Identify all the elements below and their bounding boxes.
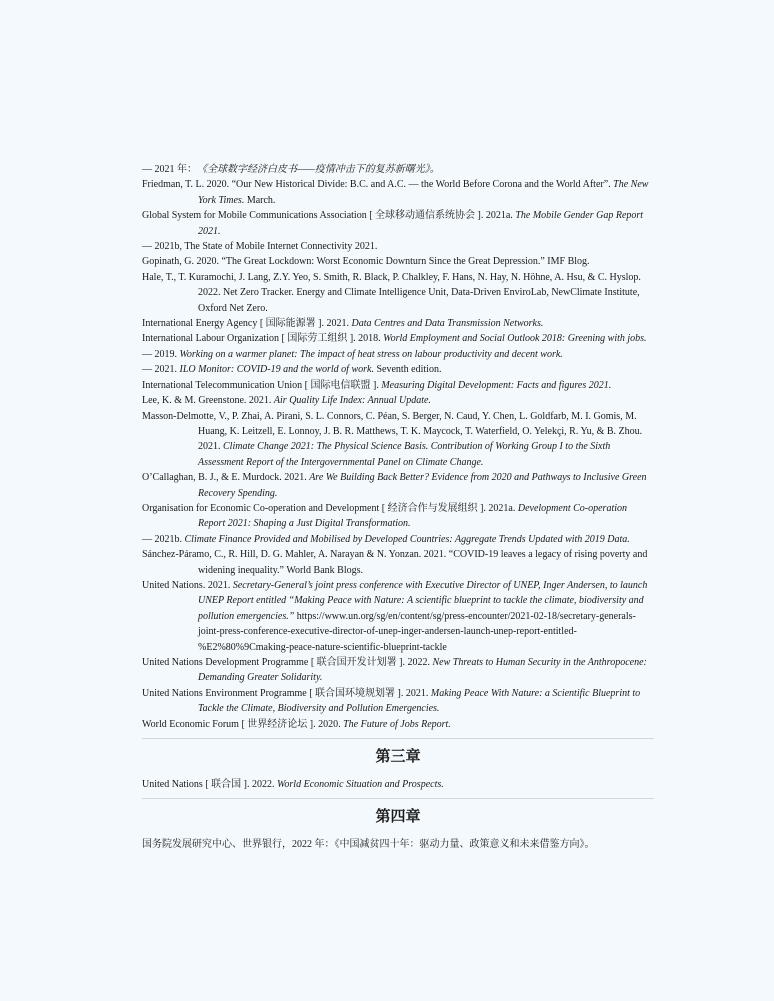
reference-entry bbox=[142, 717, 654, 732]
chapter-heading: 第四章 bbox=[375, 807, 421, 826]
reference-suffix: Seventh edition. bbox=[373, 364, 442, 376]
section-divider bbox=[142, 798, 654, 799]
reference-entry bbox=[142, 316, 654, 331]
reference-title: The New York Times. bbox=[198, 179, 649, 206]
reference-title: New Threats to Human Security in the Anthropocene: Demanding Greater Solidarity. bbox=[198, 657, 647, 684]
reference-title: Measuring Digital Development: Facts and figures 2021. bbox=[381, 379, 612, 391]
reference-title: Development Co-operation Report 2021: Shaping a Just Digital Transformation. bbox=[198, 502, 627, 530]
reference-title: ILO Monitor: COVID-19 and the world of work. bbox=[179, 364, 374, 376]
reference-title: Data Centres and Data Transmission Networks. bbox=[351, 318, 544, 330]
reference-entry bbox=[142, 501, 654, 532]
reference-title: World Economic Situation and Prospects. bbox=[277, 779, 444, 791]
reference-title: Climate Finance Provided and Mobilised by Developed Countries: Aggregate Trends Updated with 2019 Data. bbox=[184, 533, 630, 545]
reference-entry bbox=[142, 578, 654, 655]
reference-entry bbox=[142, 547, 654, 578]
reference-title: The Future of Jobs Report. bbox=[343, 718, 451, 730]
reference-entry bbox=[142, 347, 654, 362]
reference-authors: — 2021. bbox=[142, 364, 180, 376]
reference-entry bbox=[142, 331, 654, 346]
reference-authors: United Nations Environment Programme [ 联合国环境规划署 ]. 2021. bbox=[142, 687, 431, 699]
reference-authors: Masson-Delmotte, V., P. Zhai, A. Pirani, S. L. Connors, C. Péan, S. Berger, N. Caud, Y. Chen, L. Goldfarb, M. I. Gomis, M. Huang, K. Leitzell, E. Lonnoy, J. B. R. Matthews, T. K. Maycock, T. Waterfield, O. Yelekçi, R. Yu, & B. Zhou. 2021. bbox=[142, 410, 643, 453]
reference-authors: — 2021b. bbox=[142, 533, 185, 545]
reference-entry bbox=[142, 362, 654, 377]
reference-suffix: https://www.un.org/sg/en/content/sg/press-encounter/2021-02-18/secretary-generals-joint-press-conference-executive-director-of-unep-inger-andersen-launch-unep-report-entitled-%E2%80%9Cmaking-peace-nature-scientific-blueprint-tackle bbox=[198, 610, 636, 653]
reference-authors: International Labour Organization [ 国际劳工组织 ]. 2018. bbox=[142, 333, 384, 345]
reference-entry bbox=[142, 686, 654, 717]
reference-suffix: March. bbox=[244, 194, 276, 206]
reference-entry bbox=[142, 777, 654, 792]
reference-title: Are We Building Back Better? Evidence from 2020 and Pathways to Inclusive Green Recovery Spending. bbox=[198, 472, 647, 499]
reference-entry bbox=[142, 208, 654, 239]
reference-title: The Mobile Gender Gap Report 2021. bbox=[198, 210, 644, 237]
reference-authors: Lee, K. & M. Greenstone. 2021. bbox=[142, 395, 274, 407]
reference-authors: — 2021b, The State of Mobile Internet Connectivity 2021. bbox=[142, 241, 378, 253]
reference-entry bbox=[142, 393, 654, 408]
reference-entry bbox=[142, 470, 654, 501]
reference-authors: — 2019. bbox=[142, 348, 180, 360]
reference-title: Air Quality Life Index: Annual Update. bbox=[273, 395, 431, 407]
reference-entry bbox=[142, 837, 654, 852]
reference-authors: International Energy Agency [ 国际能源署 ]. 2021. bbox=[142, 318, 352, 330]
reference-title: Secretary-General’s joint press conference with Executive Director of UNEP, Inger Andersen, to launch UNEP Report entitled “Making Peace with Nature: A scientific blueprint to tackle the climate, biodiversity and pollution emergencies.” bbox=[198, 579, 648, 622]
reference-title: Working on a warmer planet: The impact of heat stress on labour productivity and decent work. bbox=[179, 348, 563, 360]
reference-authors: World Economic Forum [ 世界经济论坛 ]. 2020. bbox=[142, 718, 344, 730]
reference-authors: International Telecommunication Union [ 国际电信联盟 ]. bbox=[142, 379, 382, 391]
reference-authors: — 2021 年： bbox=[142, 164, 197, 175]
reference-title: 《全球数字经济白皮书——疫情冲击下的复苏新曙光》。 bbox=[197, 164, 440, 175]
reference-authors: Sánchez-Páramo, C., R. Hill, D. G. Mahler, A. Narayan & N. Yonzan. 2021. “COVID-19 leaves a legacy of rising poverty and widening inequality.” World Bank Blogs. bbox=[142, 549, 648, 576]
reference-authors: Hale, T., T. Kuramochi, J. Lang, Z.Y. Yeo, S. Smith, R. Black, P. Chalkley, F. Hans, N. Hay, N. Höhne, A. Hsu, & C. Hyslop. 2022. Net Zero Tracker. Energy and Climate Intelligence Unit, Data-Driven EnviroLab, NewClimate Institute, Oxford Net Zero. bbox=[142, 271, 641, 314]
reference-title: World Employment and Social Outlook 2018: Greening with jobs. bbox=[383, 333, 647, 345]
reference-entry bbox=[142, 378, 654, 393]
reference-entry bbox=[142, 162, 654, 177]
reference-authors: 国务院发展研究中心、世界银行，2022 年：《中国减贫四十年：驱动力量、政策意义和未来借鉴方向》。 bbox=[142, 839, 595, 851]
reference-title: Making Peace With Nature: a Scientific Blueprint to Tackle the Climate, Biodiversity and Pollution Emergencies. bbox=[198, 687, 641, 715]
reference-authors: Global System for Mobile Communications Association [ 全球移动通信系统协会 ]. 2021a. bbox=[142, 210, 516, 222]
reference-authors: Gopinath, G. 2020. “The Great Lockdown: Worst Economic Downturn Since the Great Depression.” IMF Blog. bbox=[142, 256, 590, 268]
reference-title: Climate Change 2021: The Physical Science Basis. Contribution of Working Group I to the Sixth Assessment Report of the Intergovernmental Panel on Climate Change. bbox=[198, 441, 611, 468]
reference-authors: O’Callaghan, B. J., & E. Murdock. 2021. bbox=[142, 472, 310, 484]
reference-entry bbox=[142, 239, 654, 254]
reference-list bbox=[142, 162, 654, 853]
reference-entry bbox=[142, 655, 654, 686]
reference-entry bbox=[142, 532, 654, 547]
reference-authors: United Nations [ 联合国 ]. 2022. bbox=[142, 779, 277, 791]
reference-authors: Friedman, T. L. 2020. “Our New Historical Divide: B.C. and A.C. — the World Before Corona and the World After”. bbox=[142, 179, 614, 191]
reference-authors: United Nations Development Programme [ 联合国开发计划署 ]. 2022. bbox=[142, 657, 433, 668]
reference-authors: United Nations. 2021. bbox=[142, 579, 233, 591]
reference-authors: Organisation for Economic Co-operation and Development [ 经济合作与发展组织 ]. 2021a. bbox=[142, 502, 518, 514]
chapter-heading: 第三章 bbox=[375, 747, 421, 766]
reference-entry bbox=[142, 254, 654, 269]
reference-entry bbox=[142, 409, 654, 471]
reference-entry bbox=[142, 177, 654, 208]
section-divider bbox=[142, 738, 654, 739]
reference-entry bbox=[142, 270, 654, 316]
